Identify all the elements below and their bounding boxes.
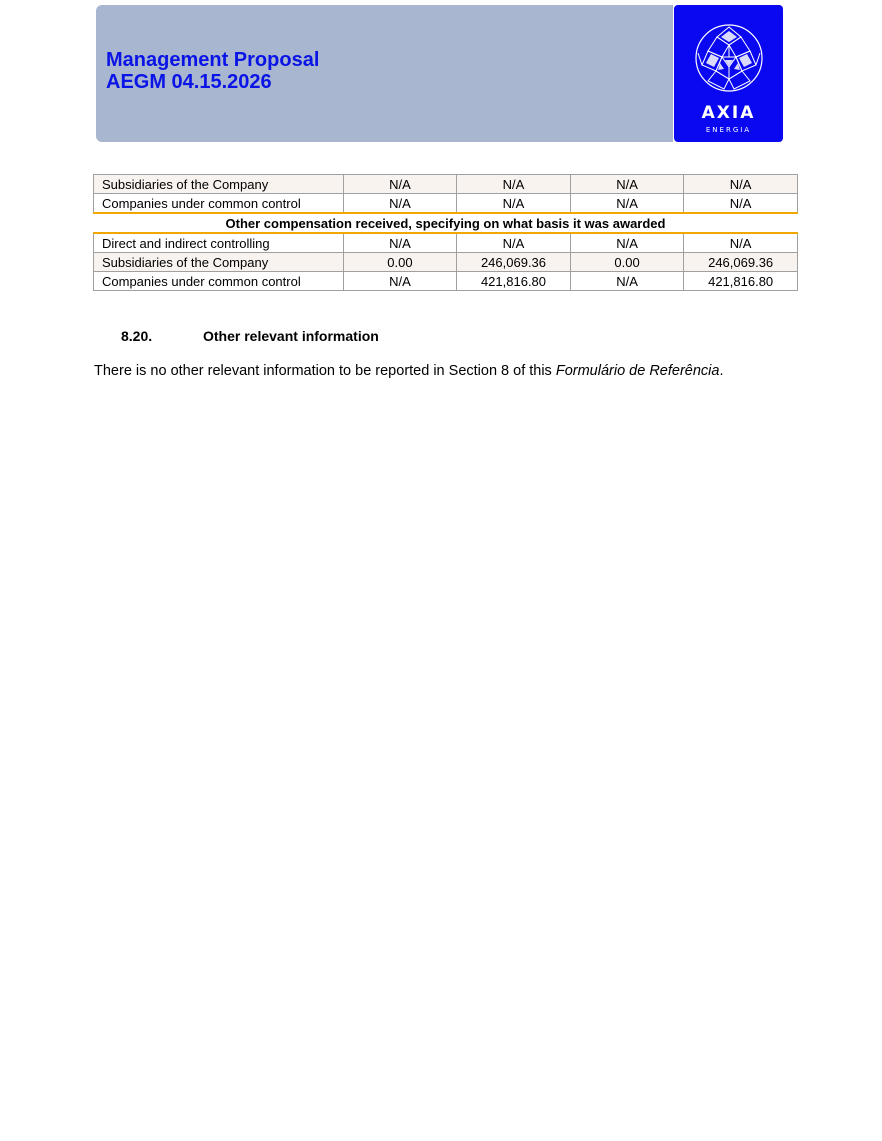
table-cell: N/A: [343, 272, 456, 291]
table-cell: N/A: [570, 194, 683, 214]
table-cell: N/A: [343, 233, 456, 253]
row-label: Companies under common control: [94, 272, 344, 291]
section-body: [94, 363, 723, 379]
body-text-italic: Formulário de Referência: [555, 363, 720, 379]
row-label: Subsidiaries of the Company: [94, 253, 344, 272]
company-logo: [674, 5, 783, 142]
section-title: Other relevant information: [203, 328, 379, 344]
logo-subword: ENERGIA: [705, 126, 752, 134]
section-heading: [121, 328, 379, 344]
table-row: [94, 194, 798, 214]
table-row: [94, 253, 798, 272]
table-cell: 246,069.36: [457, 253, 571, 272]
table-cell: N/A: [684, 194, 798, 214]
globe-icon: [694, 23, 764, 93]
row-label: Companies under common control: [94, 194, 344, 214]
body-text-prefix: There is no other relevant information to be reported in Section 8 of this: [94, 363, 556, 379]
logo-wordmark: AXIA: [701, 103, 756, 123]
table-row: [94, 272, 798, 291]
table-row: [94, 175, 798, 194]
table-cell: N/A: [457, 175, 571, 194]
table-cell: 421,816.80: [457, 272, 571, 291]
table-cell: 0.00: [343, 253, 456, 272]
table-cell: 421,816.80: [684, 272, 798, 291]
body-text-suffix: .: [719, 363, 724, 379]
table-cell: N/A: [570, 175, 683, 194]
table-cell: 246,069.36: [684, 253, 798, 272]
row-label: Subsidiaries of the Company: [94, 175, 344, 194]
table-cell: N/A: [457, 233, 571, 253]
table-cell: N/A: [684, 175, 798, 194]
table-cell: 0.00: [570, 253, 683, 272]
table-cell: N/A: [343, 194, 456, 214]
title-line-2: AEGM 04.15.2026: [106, 71, 272, 93]
document-title: [106, 49, 319, 93]
table-cell: N/A: [684, 233, 798, 253]
title-line-1: Management Proposal: [106, 49, 320, 71]
table-subheading-row: [94, 213, 798, 233]
compensation-table: [93, 174, 798, 291]
table-subheading: Other compensation received, specifying on what basis it was awarded: [94, 213, 798, 233]
table-cell: N/A: [343, 175, 456, 194]
row-label: Direct and indirect controlling: [94, 233, 344, 253]
table-cell: N/A: [457, 194, 571, 214]
section-number: 8.20.: [121, 328, 153, 344]
table-cell: N/A: [570, 272, 683, 291]
table-row: [94, 233, 798, 253]
table-cell: N/A: [570, 233, 683, 253]
